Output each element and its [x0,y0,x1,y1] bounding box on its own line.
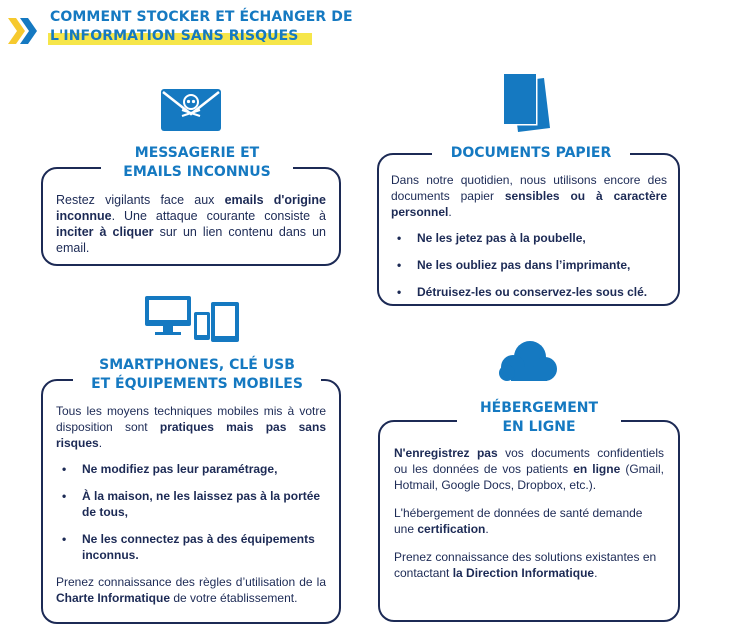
cloud-text: N'enregistrez pas vos documents confidentiels ou les données de vos patients en ligne (Gmail, Hotmail, Google Docs, Dropbox, etc.). L'hébergement de données de santé demande une certification. Prenez connaissance des solutions existantes en contactant la Direction Informatique. [394,446,664,580]
mobile-title-line2: ET ÉQUIPEMENTS MOBILES [91,376,303,392]
documents-icon [502,74,550,134]
cloud-title-line2: EN LIGNE [502,419,576,435]
cloud-icon [497,339,559,385]
mobile-title-line1: SMARTPHONES, CLÉ USB [99,357,295,373]
paper-card-title: DOCUMENTS PAPIER [432,144,630,163]
mobile-card-title [73,356,321,394]
page-title-line1: COMMENT STOCKER ET ÉCHANGER DE [50,9,353,25]
paper-text: Dans notre quotidien, nous utilisons encore des documents papier sensibles ou à caractère personnel. • Ne les jetez pas à la poubelle, • Ne les oubliez pas dans l’imprimante, • Détruisez-les ou conservez-les sous clé. [391,172,667,311]
email-title-line1: MESSAGERIE ET [134,145,260,161]
email-card-title [101,144,293,182]
cloud-title-line1: HÉBERGEMENT [479,400,599,416]
mobile-text: Tous les moyens techniques mobiles mis à votre disposition sont pratiques mais pas sans risques. • Ne modifiez pas leur paramétrage, • À la maison, ne les laissez pas à la portée de tous, • Ne les connectez pas à des équipements inconnus. Prenez connaissance des règles d’utilisation de la Charte Informatique de votre établissement. [56,403,326,606]
devices-icon [145,296,240,344]
cloud-card-title [457,399,621,437]
skull-envelope-icon [161,89,221,131]
page-title-line2: L'INFORMATION SANS RISQUES [50,28,299,44]
list-item: • Ne modifiez pas leur paramétrage, [56,461,326,477]
chevron-icon [8,18,38,44]
email-title-line2: EMAILS INCONNUS [123,164,271,180]
list-item: • À la maison, ne les laissez pas à la portée de tous, [56,488,326,520]
email-text: Restez vigilants face aux emails d'origine inconnue. Une attaque courante consiste à inciter à cliquer sur un lien contenu dans un email. [56,193,326,255]
list-item: • Ne les connectez pas à des équipements inconnus. [56,531,326,563]
list-item: • Ne les oubliez pas dans l’imprimante, [391,257,667,273]
list-item: • Détruisez-les ou conservez-les sous clé. [391,284,667,300]
list-item: • Ne les jetez pas à la poubelle, [391,230,667,246]
